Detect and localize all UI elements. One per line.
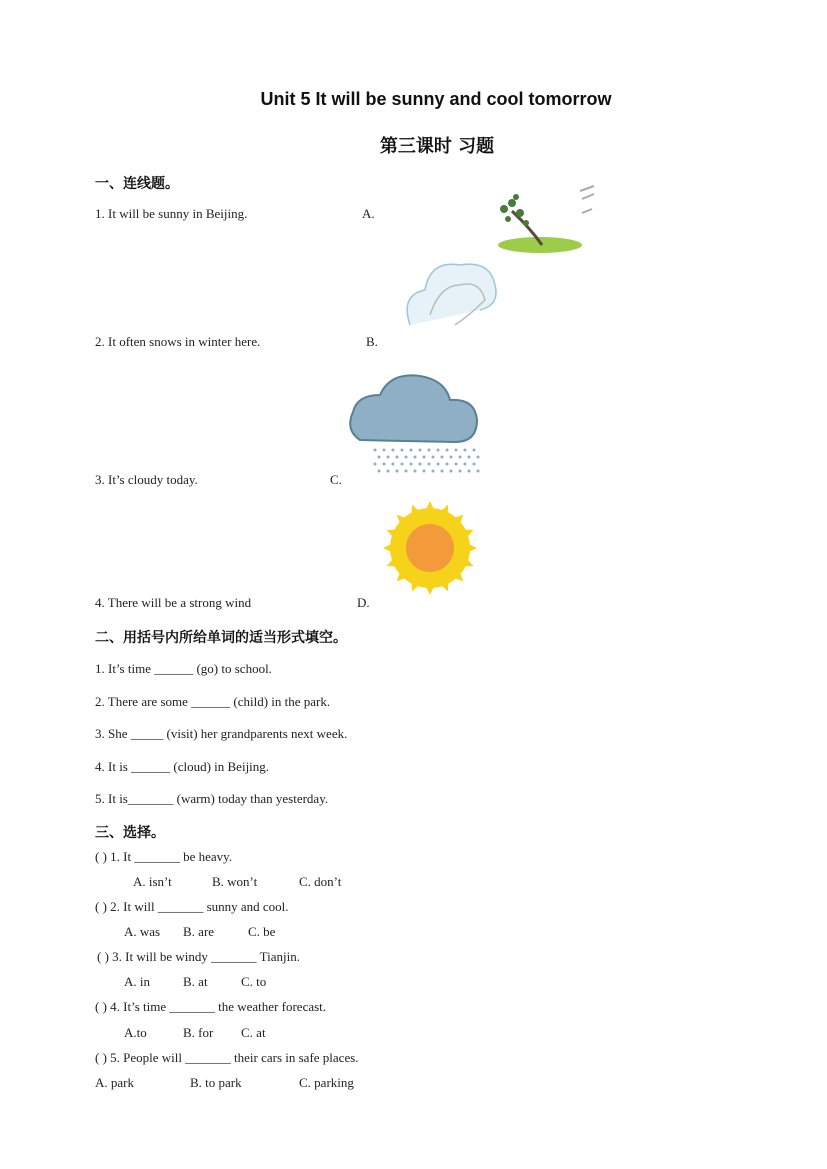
choice-question: ( ) 2. It will _______ sunny and cool. (95, 899, 289, 914)
match-item: 4. There will be a strong wind (95, 595, 252, 610)
choice-question: ( ) 3. It will be windy _______ Tianjin. (97, 949, 300, 964)
match-item: 1. It will be sunny in Beijing. (95, 206, 248, 221)
choice-option: B. for (183, 1025, 214, 1040)
section3-heading: 三、选择。 (95, 825, 165, 841)
choice-option: B. won’t (212, 874, 258, 889)
match-letter: C. (330, 472, 342, 487)
cloud-wind-image (400, 255, 500, 335)
choice-option: A. was (124, 924, 161, 939)
choice-option: A. isn’t (133, 874, 172, 889)
match-letter: D. (357, 595, 370, 610)
match-item: 2. It often snows in winter here. (95, 334, 261, 349)
snow-cloud-image (345, 370, 490, 478)
choice-option: B. at (183, 974, 208, 989)
fill-blank-item: 3. She _____ (visit) her grandparents next week. (95, 726, 348, 741)
choice-option: A. park (95, 1075, 134, 1090)
sun-image (382, 500, 478, 596)
fill-blank-item: 1. It’s time ______ (go) to school. (95, 661, 272, 676)
choice-option: A.to (124, 1025, 147, 1040)
windy-tree-image (490, 183, 600, 258)
choice-option: C. don’t (299, 874, 342, 889)
choice-option: C. at (241, 1025, 266, 1040)
choice-question: ( ) 5. People will _______ their cars in safe places. (95, 1050, 359, 1065)
choice-question: ( ) 1. It _______ be heavy. (95, 849, 233, 864)
match-letter: B. (366, 334, 378, 349)
choice-option: B. are (183, 924, 215, 939)
fill-blank-item: 5. It is_______ (warm) today than yesterday. (95, 791, 329, 806)
choice-option: C. be (248, 924, 276, 939)
section2-heading: 二、用括号内所给单词的适当形式填空。 (95, 630, 347, 646)
choice-option: C. parking (299, 1075, 354, 1090)
choice-question: ( ) 4. It’s time _______ the weather forecast. (95, 999, 327, 1014)
section1-heading: 一、连线题。 (95, 176, 179, 192)
choice-option: C. to (241, 974, 267, 989)
page-title: Unit 5 It will be sunny and cool tomorrow (260, 89, 612, 109)
fill-blank-item: 4. It is ______ (cloud) in Beijing. (95, 759, 270, 774)
match-letter: A. (362, 206, 375, 221)
fill-blank-item: 2. There are some ______ (child) in the park. (95, 694, 331, 709)
choice-option: A. in (124, 974, 150, 989)
page-subtitle: 第三课时 习题 (379, 136, 495, 157)
choice-option: B. to park (190, 1075, 242, 1090)
match-item: 3. It’s cloudy today. (95, 472, 198, 487)
